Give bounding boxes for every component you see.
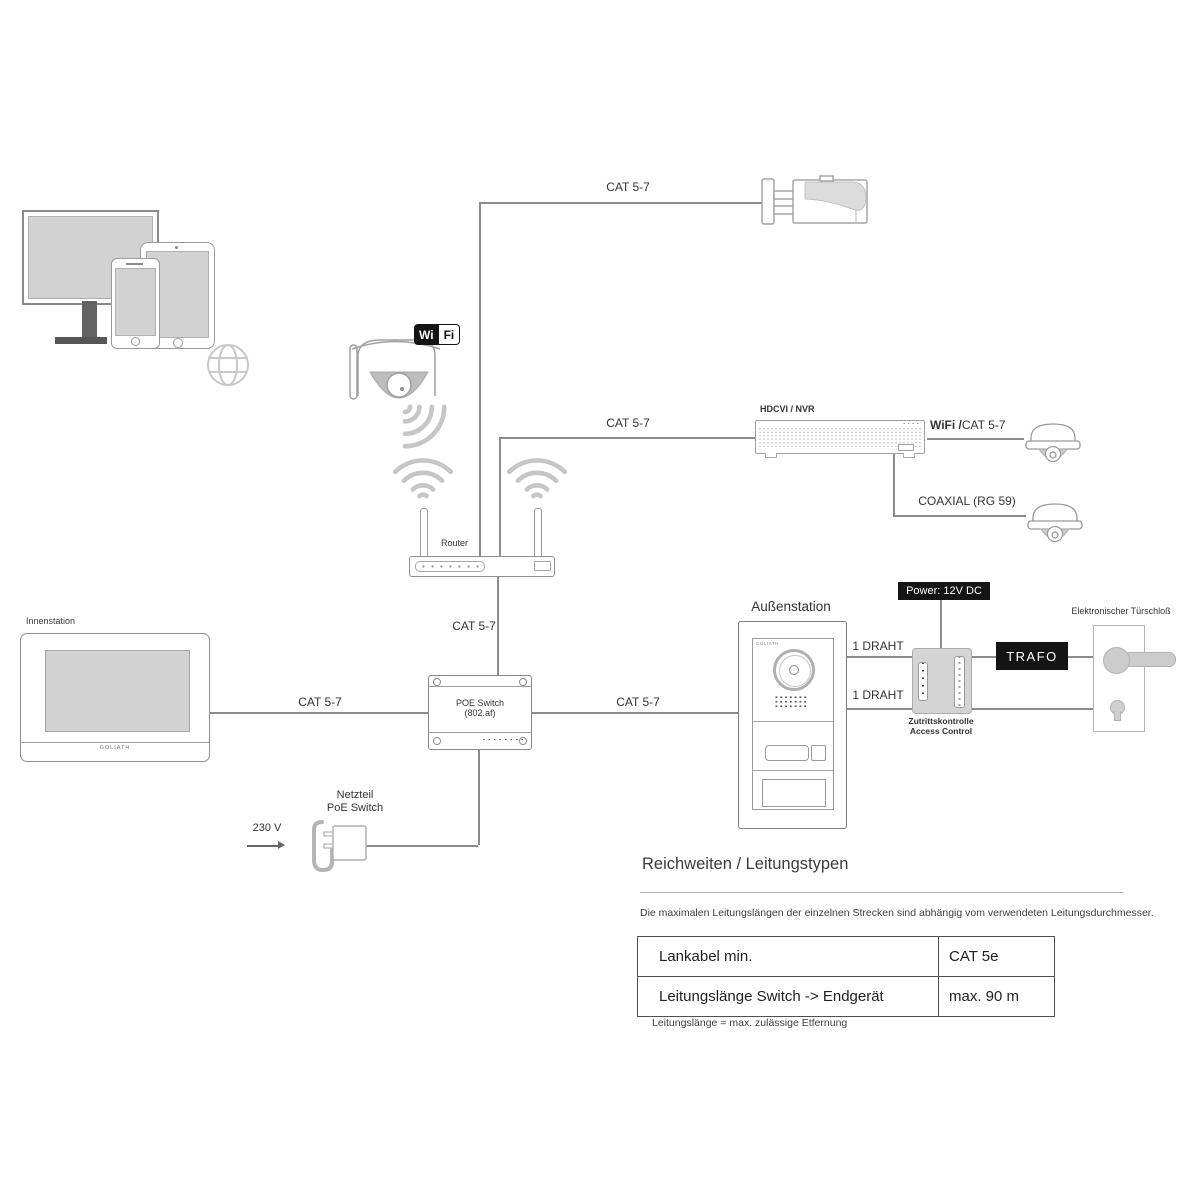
nvr-label: HDCVI / NVR [760,404,815,414]
router-label: Router [441,538,469,548]
aussenstation-camera-ring [773,649,815,691]
trafo-box: TRAFO [996,642,1068,670]
cable-router-bulletcam [479,202,763,204]
aussenstation-brand: GOLIATH [756,641,779,646]
cable-router-poe [497,575,499,675]
poe-switch-text [429,698,531,718]
door-handle-knob [1103,647,1130,674]
cable-router-bulletcam-vertical [479,202,481,556]
section-rule [640,892,1123,893]
netzteil-adapter-icon [306,820,368,876]
aussenstation-call-button [811,745,826,761]
aussenstation-divider2 [753,770,833,771]
dome-camera-coax-icon [1026,502,1084,549]
innenstation-label: Innenstation [26,616,76,626]
cable-poe-netzteil-vertical [478,748,480,845]
dome-camera-wifi-icon [1024,422,1082,469]
wifi-badge [414,324,460,345]
cat57-camera-label: CAT 5-7 [606,180,650,194]
smartphone-home-button [131,337,140,346]
aussenstation-divider1 [753,721,833,722]
aussenstation-label: Außenstation [751,599,831,614]
poe-screw-tl [433,678,441,686]
innenstation-brand: GOLIATH [99,745,131,751]
tablet-home-button [173,338,183,348]
poe-screw-tr [519,678,527,686]
access-control-label [891,716,991,736]
power-supply-box: Power: 12V DC [898,582,990,600]
cable-draht2 [845,708,912,710]
poe-bottom-band [429,732,531,733]
draht2-label: 1 DRAHT [852,688,904,702]
spec-row2-label: Leitungslänge Switch -> Endgerät [638,977,939,1017]
section-heading: Reichweiten / Leitungstypen [642,855,849,873]
router-icon [409,556,555,577]
cable-draht1 [845,656,912,658]
cable-netzteil-poe [365,845,478,847]
access-control-terminal-left [918,662,928,701]
tuerschloss-label: Elektronischer Türschloß [1071,606,1171,616]
router-antenna-left [420,508,428,560]
nvr-foot-right [903,453,915,458]
access-control-terminal-right [954,656,965,708]
cable-zutritt-trafo [970,656,996,658]
nvr-button [898,444,914,451]
innenstation-icon [20,633,210,762]
access-control-line2: Access Control [909,726,973,736]
aussenstation-nameplate [765,745,809,761]
nvr-icon [755,420,925,454]
poe-switch-icon [428,675,532,750]
cable-nvr-coax-vertical [893,453,895,515]
spec-row2-value: max. 90 m [939,977,1055,1017]
cat57-innen-label: CAT 5-7 [298,695,342,709]
aussenstation-panel [752,638,834,810]
monitor-stand [82,301,97,337]
cable-router-nvr [499,437,755,439]
netzteil-label [300,789,410,815]
section-description: Die maximalen Leitungslängen der einzelnen Strecken sind abhängig vom verwendeten Leitungsdurchmesser. [640,907,1154,919]
door-handle-bar [1122,652,1176,667]
cat57-nvr-label: CAT 5-7 [606,416,650,430]
access-control-line1: Zutrittskontrolle [908,716,974,726]
door-keyhole-stem [1114,711,1121,721]
wifi-cat57-label [930,418,1005,432]
cable-wifi-cat [927,438,1024,440]
cable-poe-aussen [530,712,740,714]
nvr-brand-marks [902,422,920,425]
netzteil-line1: Netzteil [336,789,374,801]
globe-icon [206,343,250,387]
bullet-camera-icon [758,170,876,230]
poe-switch-line2: (802.af) [464,708,496,718]
poe-top-band [429,686,531,687]
cable-router-nvr-vertical [499,437,501,556]
cat57-aussen-label: CAT 5-7 [616,695,660,709]
innenstation-divider [21,742,209,743]
poe-ports-dots [481,738,525,741]
innenstation-screen [45,650,190,732]
monitor-base [55,337,107,344]
cable-trafo-lock [1068,656,1093,658]
router-port [534,561,551,571]
spec-table [637,936,1055,1017]
draht1-label: 1 DRAHT [852,639,904,653]
table-row [638,937,1055,977]
spec-row1-value: CAT 5e [939,937,1055,977]
smartphone-screen [115,268,156,336]
cable-innen-poe [210,712,428,714]
wifi-badge-fi: Fi [439,324,461,345]
spec-row1-label: Lankabel min. [638,937,939,977]
smartphone-icon [111,258,160,349]
poe-switch-line1: POE Switch [455,698,504,708]
aussenstation-icon [738,621,847,829]
router-led-strip [415,561,485,572]
access-control-icon [912,648,972,714]
wifi-badge-wi: Wi [414,324,439,345]
aussenstation-camera-lens [789,665,799,675]
cable-coaxial [893,515,1026,517]
section-footnote: Leitungslänge = max. zulässige Etfernung [652,1017,848,1029]
volt-arrow-head [278,841,285,849]
wifi-cat57-bold: WiFi / [930,418,962,432]
volt-label: 230 V [252,822,282,834]
tablet-camera-dot [175,246,178,249]
wifi-cat57-rest: CAT 5-7 [961,418,1006,432]
volt-arrow-line [247,845,279,847]
wifi-waves-left-antenna-icon [392,446,454,508]
poe-screw-bl [433,737,441,745]
cable-zutritt-lock [970,708,1093,710]
aussenstation-bottom-panel [762,779,826,807]
netzteil-line2: PoE Switch [326,802,384,814]
router-antenna-right [534,508,542,560]
cable-power-zutritt [940,600,942,648]
nvr-foot-left [765,453,777,458]
cat57-router-poe-label: CAT 5-7 [452,619,496,633]
table-row [638,977,1055,1017]
smartphone-speaker [126,263,143,265]
wifi-waves-right-antenna-icon [506,446,568,508]
coaxial-label: COAXIAL (RG 59) [918,494,1016,508]
aussenstation-speaker-dots [774,695,807,707]
